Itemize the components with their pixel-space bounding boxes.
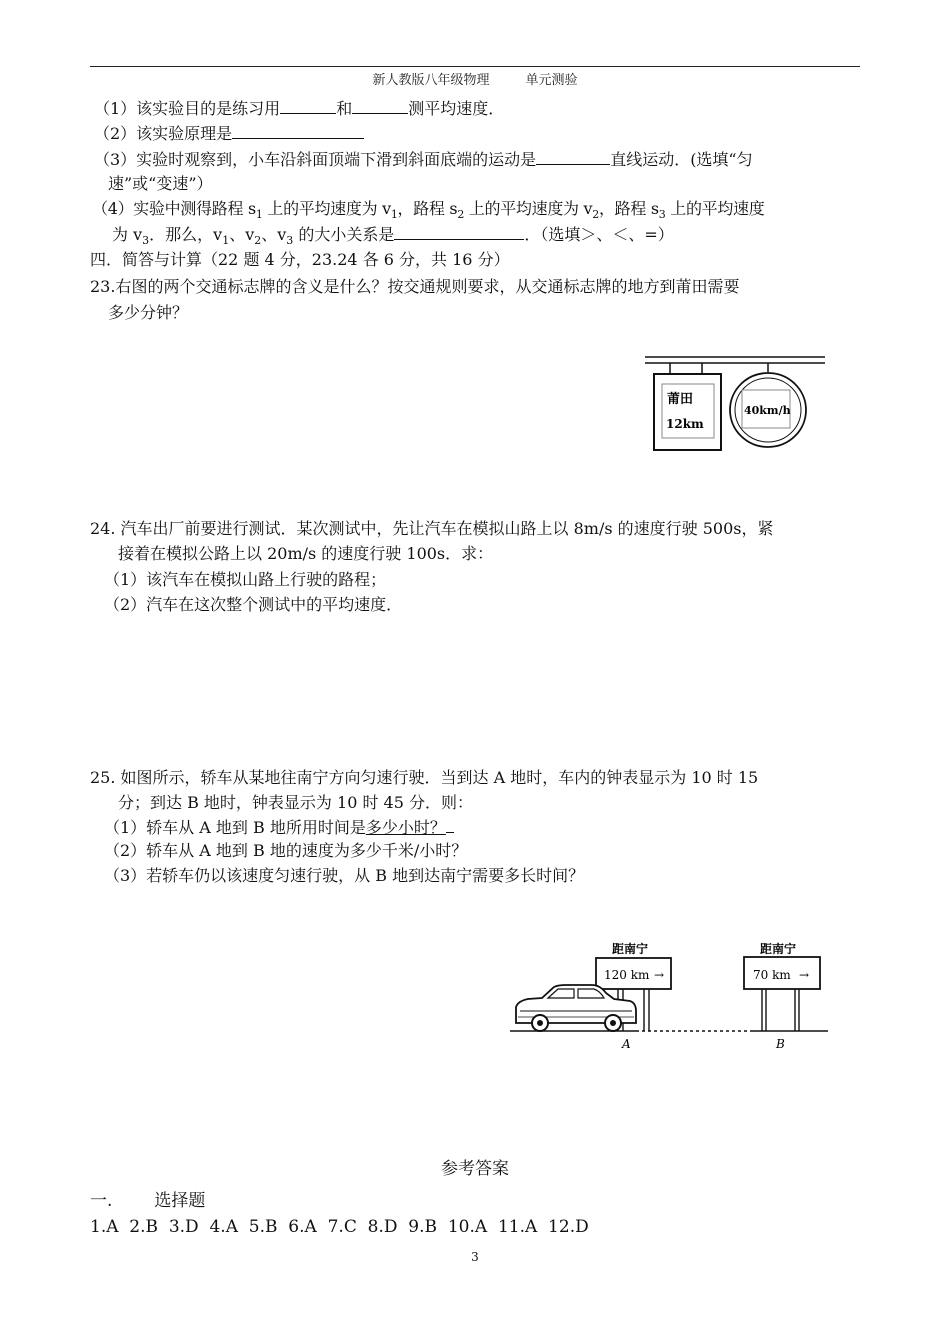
exp-q4-i: 、v — [229, 225, 255, 244]
q25-line2: 分；到达 B 地时，钟表显示为 10 时 45 分．则： — [118, 793, 473, 812]
subscript: 3 — [142, 234, 150, 248]
sign-a-title: 距南宁 — [612, 942, 649, 956]
car-road-signs-figure — [510, 935, 835, 1053]
sign-b-title: 距南宁 — [760, 942, 797, 956]
q25-line1: 25. 如图所示，轿车从某地往南宁方向匀速行驶．当到达 A 地时，车内的钟表显示为 10 时 15 — [90, 768, 759, 787]
blank — [232, 122, 364, 139]
subscript: 2 — [254, 234, 262, 248]
subscript: 3 — [286, 234, 294, 248]
blank — [536, 148, 610, 165]
subscript: 3 — [658, 208, 666, 222]
exp-q4 — [92, 198, 764, 226]
answers-list: 1.A 2.B 3.D 4.A 5.B 6.A 7.C 8.D 9.B 10.A 11.A 12.D — [90, 1217, 589, 1237]
blank — [394, 223, 524, 240]
exp-q4-f: 上的平均速度 — [665, 199, 765, 218]
exp-q2-text: （2）该实验原理是 — [94, 124, 233, 143]
header-right: 单元测验 — [525, 73, 578, 88]
exp-q4-c: ，路程 s — [397, 199, 458, 218]
exp-q1-text-b: 和 — [336, 99, 353, 118]
exp-q3-text-c: 速”或“变速”） — [108, 174, 213, 193]
header-left: 新人教版八年级物理 — [372, 73, 490, 88]
subscript: 1 — [255, 208, 263, 222]
exp-q4-a: （4）实验中测得路程 s — [92, 199, 256, 218]
exp-q4-l: ．（选填＞、＜、=） — [524, 225, 674, 244]
q25-sub1-a: （1）轿车从 A 地到 B 地所用时间是 — [104, 818, 366, 837]
exp-q2 — [94, 122, 364, 145]
answers-section1 — [90, 1190, 205, 1212]
exp-q4-j: 、v — [261, 225, 287, 244]
exp-q4-h: ．那么，v — [149, 225, 223, 244]
sign-distance: 12km — [666, 417, 704, 431]
exp-q4-b: 上的平均速度为 v — [262, 199, 391, 218]
exp-q1 — [94, 97, 504, 120]
subscript: 2 — [457, 208, 465, 222]
answers-section1-num: 一. — [90, 1191, 113, 1211]
q25-sub1 — [104, 816, 454, 839]
blank — [280, 97, 336, 114]
sign-a-value: 120 km — [604, 968, 650, 982]
q25-sub1-b: 多少小时？ — [365, 818, 446, 837]
sign-place: 莆田 — [667, 392, 694, 407]
page-number: 3 — [471, 1250, 479, 1264]
q25-sub3: （3）若轿车仍以该速度匀速行驶，从 B 地到达南宁需要多长时间？ — [104, 866, 585, 885]
exp-q4-cont — [112, 223, 674, 252]
subscript: 1 — [390, 208, 398, 222]
label-b: B — [776, 1037, 785, 1051]
exp-q4-g: 为 v — [112, 225, 143, 244]
q25-sub2: （2）轿车从 A 地到 B 地的速度为多少千米/小时？ — [104, 841, 468, 860]
exp-q3-text-a: （3）实验时观察到，小车沿斜面顶端下滑到斜面底端的运动是 — [94, 150, 537, 169]
subscript: 2 — [592, 208, 599, 222]
arrow-icon: → — [654, 968, 665, 982]
q24-line1: 24. 汽车出厂前要进行测试．某次测试中，先让汽车在模拟山路上以 8m/s 的速度行驶 500s，紧 — [90, 519, 774, 538]
page-header — [0, 69, 950, 88]
sign-b-value: 70 km — [753, 968, 791, 982]
blank — [446, 816, 454, 833]
q23-line1: 23.右图的两个交通标志牌的含义是什么？按交通规则要求，从交通标志牌的地方到莆田需要 — [90, 277, 740, 296]
blank — [352, 97, 408, 114]
arrow-icon: → — [799, 968, 810, 982]
exp-q1-text-a: （1）该实验目的是练习用 — [94, 99, 281, 118]
sign-speed: 40km/h — [744, 404, 791, 417]
section-4-heading: 四．简答与计算（22 题 4 分，23.24 各 6 分，共 16 分） — [90, 250, 510, 269]
q23-line2: 多少分钟？ — [108, 303, 189, 322]
exp-q4-e: ，路程 s — [598, 199, 659, 218]
exp-q3-text-b: 直线运动．(选填“匀 — [610, 150, 753, 169]
exp-q3 — [94, 148, 753, 171]
answers-section1-name: 选择题 — [154, 1191, 206, 1211]
answers-title: 参考答案 — [441, 1159, 509, 1179]
exp-q1-text-c: 测平均速度． — [408, 99, 505, 118]
traffic-signs-figure — [640, 352, 840, 456]
subscript: 1 — [222, 234, 230, 248]
q24-sub2: （2）汽车在这次整个测试中的平均速度． — [104, 595, 403, 614]
q24-sub1: （1）该汽车在模拟山路上行驶的路程； — [104, 570, 387, 589]
label-a: A — [622, 1037, 631, 1051]
exp-q4-d: 上的平均速度为 v — [464, 199, 593, 218]
header-rule — [90, 66, 860, 67]
q24-line2: 接着在模拟公路上以 20m/s 的速度行驶 100s．求： — [118, 544, 494, 563]
exp-q4-k: 的大小关系是 — [293, 225, 395, 244]
exp-q3-cont — [108, 173, 213, 195]
